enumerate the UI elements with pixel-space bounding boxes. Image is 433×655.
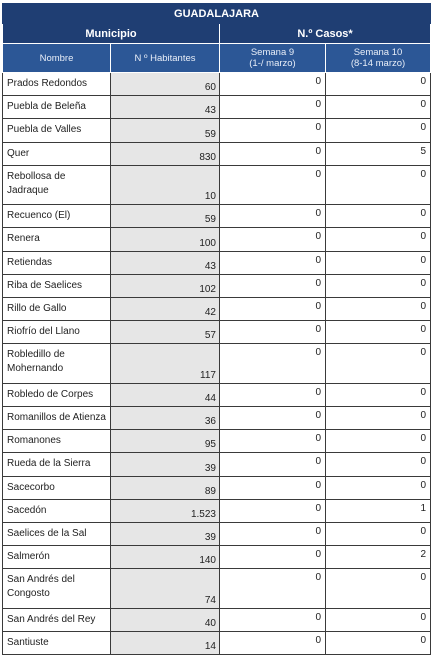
table-row xyxy=(3,407,431,430)
semana10-cases-cell: 0 xyxy=(326,430,431,453)
semana9-cases-cell: 0 xyxy=(220,165,326,205)
semana10-cases-cell: 0 xyxy=(326,205,431,228)
municipio-name-cell xyxy=(3,205,111,228)
municipio-name-cell xyxy=(3,632,111,655)
habitantes-cell: 89 xyxy=(111,476,220,499)
table-row xyxy=(3,569,431,609)
municipio-name-cell xyxy=(3,321,111,344)
municipio-name-line: Recuenco (El) xyxy=(7,210,71,222)
municipio-name-line: Puebla de Beleña xyxy=(7,101,86,113)
semana10-cases-cell: 1 xyxy=(326,499,431,522)
habitantes-cell: 42 xyxy=(111,298,220,321)
semana9-cases-cell: 0 xyxy=(220,608,326,631)
semana9-cases-cell: 0 xyxy=(220,119,326,142)
habitantes-cell: 140 xyxy=(111,546,220,569)
municipio-name-cell xyxy=(3,251,111,274)
municipio-name-line: Puebla de Valles xyxy=(7,124,82,136)
semana10-cases-cell: 0 xyxy=(326,632,431,655)
municipio-name-line: Sacedón xyxy=(7,504,47,516)
habitantes-cell: 57 xyxy=(111,321,220,344)
table-title: GUADALAJARA xyxy=(3,4,431,24)
semana9-cases-cell: 0 xyxy=(220,453,326,476)
table-row xyxy=(3,96,431,119)
semana9-cases-cell: 0 xyxy=(220,569,326,609)
semana10-cases-cell: 0 xyxy=(326,383,431,406)
municipio-name-line: Sacecorbo xyxy=(7,481,55,493)
semana9-header-line1: Semana 9 xyxy=(250,47,295,58)
semana9-cases-cell: 0 xyxy=(220,321,326,344)
table-row xyxy=(3,499,431,522)
semana9-cases-cell: 0 xyxy=(220,546,326,569)
semana10-cases-cell: 2 xyxy=(326,546,431,569)
habitantes-column-header: N º Habitantes xyxy=(111,44,220,73)
municipio-name-line: Mohernando xyxy=(7,363,64,375)
habitantes-cell: 74 xyxy=(111,569,220,609)
municipio-name-line: San Andrés del Rey xyxy=(7,613,96,625)
habitantes-cell: 10 xyxy=(111,165,220,205)
habitantes-cell: 102 xyxy=(111,274,220,297)
municipio-name-cell xyxy=(3,546,111,569)
semana10-column-header xyxy=(326,44,431,73)
semana9-cases-cell: 0 xyxy=(220,205,326,228)
table-row xyxy=(3,119,431,142)
municipio-name-cell xyxy=(3,569,111,609)
table-row xyxy=(3,608,431,631)
municipio-name-cell xyxy=(3,383,111,406)
semana9-cases-cell: 0 xyxy=(220,298,326,321)
table-row xyxy=(3,383,431,406)
habitantes-cell: 117 xyxy=(111,344,220,384)
table-row xyxy=(3,546,431,569)
nombre-column-header: Nombre xyxy=(3,44,111,73)
semana9-cases-cell: 0 xyxy=(220,228,326,251)
semana9-header-line2: (1-/ marzo) xyxy=(249,58,296,69)
municipio-name-line: Rillo de Gallo xyxy=(7,303,67,314)
municipio-name-cell xyxy=(3,96,111,119)
semana9-cases-cell: 0 xyxy=(220,251,326,274)
table-body xyxy=(3,73,431,655)
semana10-cases-cell: 0 xyxy=(326,119,431,142)
habitantes-cell: 43 xyxy=(111,251,220,274)
table-row xyxy=(3,165,431,205)
semana10-cases-cell: 0 xyxy=(326,298,431,321)
semana10-cases-cell: 0 xyxy=(326,407,431,430)
table-row xyxy=(3,205,431,228)
municipio-name-cell xyxy=(3,344,111,384)
table-row xyxy=(3,298,431,321)
municipio-name-line: Riba de Saelices xyxy=(7,279,83,291)
table-row xyxy=(3,142,431,165)
semana10-cases-cell: 0 xyxy=(326,274,431,297)
municipio-name-line: Salmerón xyxy=(7,551,50,563)
table-row xyxy=(3,321,431,344)
table-row xyxy=(3,228,431,251)
semana9-cases-cell: 0 xyxy=(220,96,326,119)
table-row xyxy=(3,476,431,499)
municipio-name-cell xyxy=(3,430,111,453)
semana10-cases-cell: 0 xyxy=(326,344,431,384)
semana10-cases-cell: 0 xyxy=(326,251,431,274)
semana10-cases-cell: 5 xyxy=(326,142,431,165)
municipio-name-line: Robledo de Corpes xyxy=(7,388,94,400)
municipio-name-line: Prados Redondos xyxy=(7,78,88,89)
habitantes-cell: 1.523 xyxy=(111,499,220,522)
municipio-name-cell xyxy=(3,608,111,631)
habitantes-cell: 44 xyxy=(111,383,220,406)
municipio-name-line: San Andrés del xyxy=(7,574,75,586)
municipio-name-cell xyxy=(3,228,111,251)
semana10-cases-cell: 0 xyxy=(326,165,431,205)
cases-table xyxy=(2,3,431,655)
municipio-group-header: Municipio xyxy=(3,24,220,44)
semana10-cases-cell: 0 xyxy=(326,96,431,119)
municipio-name-cell xyxy=(3,274,111,297)
municipio-name-line: Retiendas xyxy=(7,256,53,268)
semana9-cases-cell: 0 xyxy=(220,632,326,655)
table-row xyxy=(3,344,431,384)
semana10-cases-cell: 0 xyxy=(326,228,431,251)
table-header xyxy=(3,4,431,73)
semana10-cases-cell: 0 xyxy=(326,321,431,344)
table-row xyxy=(3,453,431,476)
habitantes-cell: 14 xyxy=(111,632,220,655)
semana9-cases-cell: 0 xyxy=(220,142,326,165)
semana10-cases-cell: 0 xyxy=(326,569,431,609)
semana9-cases-cell: 0 xyxy=(220,430,326,453)
semana10-header-line2: (8-14 marzo) xyxy=(350,58,406,69)
municipio-name-cell xyxy=(3,476,111,499)
semana10-cases-cell: 0 xyxy=(326,73,431,96)
municipio-name-cell xyxy=(3,453,111,476)
municipio-name-line: Rebollosa de xyxy=(7,170,66,182)
municipio-name-line: Renera xyxy=(7,233,40,245)
semana9-cases-cell: 0 xyxy=(220,499,326,522)
habitantes-cell: 830 xyxy=(111,142,220,165)
municipio-name-cell xyxy=(3,73,111,96)
habitantes-cell: 95 xyxy=(111,430,220,453)
municipio-name-cell xyxy=(3,523,111,546)
semana9-cases-cell: 0 xyxy=(220,274,326,297)
semana9-cases-cell: 0 xyxy=(220,407,326,430)
habitantes-cell: 36 xyxy=(111,407,220,430)
habitantes-cell: 100 xyxy=(111,228,220,251)
table-row xyxy=(3,430,431,453)
municipio-name-line: Saelices de la Sal xyxy=(7,528,87,539)
municipio-name-line: Congosto xyxy=(7,588,50,600)
semana9-cases-cell: 0 xyxy=(220,73,326,96)
semana10-cases-cell: 0 xyxy=(326,608,431,631)
habitantes-cell: 59 xyxy=(111,119,220,142)
semana10-cases-cell: 0 xyxy=(326,523,431,546)
table-row xyxy=(3,274,431,297)
municipio-name-cell xyxy=(3,119,111,142)
semana9-cases-cell: 0 xyxy=(220,523,326,546)
municipio-name-cell xyxy=(3,407,111,430)
semana9-cases-cell: 0 xyxy=(220,344,326,384)
municipio-name-line: Romanones xyxy=(7,435,61,447)
habitantes-cell: 60 xyxy=(111,73,220,96)
habitantes-cell: 40 xyxy=(111,608,220,631)
municipio-name-cell xyxy=(3,298,111,321)
municipio-name-line: Santiuste xyxy=(7,637,49,649)
habitantes-cell: 39 xyxy=(111,523,220,546)
table-row xyxy=(3,632,431,655)
municipio-name-line: Romanillos de Atienza xyxy=(7,412,106,424)
municipio-name-line: Riofrío del Llano xyxy=(7,326,80,338)
semana9-cases-cell: 0 xyxy=(220,383,326,406)
semana10-cases-cell: 0 xyxy=(326,476,431,499)
municipio-name-cell xyxy=(3,499,111,522)
habitantes-cell: 59 xyxy=(111,205,220,228)
semana9-cases-cell: 0 xyxy=(220,476,326,499)
municipio-name-cell xyxy=(3,165,111,205)
municipio-name-line: Rueda de la Sierra xyxy=(7,458,91,470)
semana9-column-header xyxy=(220,44,326,73)
municipio-name-line: Jadraque xyxy=(7,184,49,196)
municipio-name-cell xyxy=(3,142,111,165)
table-row xyxy=(3,73,431,96)
habitantes-cell: 39 xyxy=(111,453,220,476)
cases-table-container xyxy=(2,3,430,655)
table-row xyxy=(3,523,431,546)
table-row xyxy=(3,251,431,274)
semana10-cases-cell: 0 xyxy=(326,453,431,476)
municipio-name-line: Robledillo de xyxy=(7,349,65,361)
semana10-header-line1: Semana 10 xyxy=(353,47,403,58)
casos-group-header: N.º Casos* xyxy=(220,24,431,44)
habitantes-cell: 43 xyxy=(111,96,220,119)
municipio-name-line: Quer xyxy=(7,147,30,159)
